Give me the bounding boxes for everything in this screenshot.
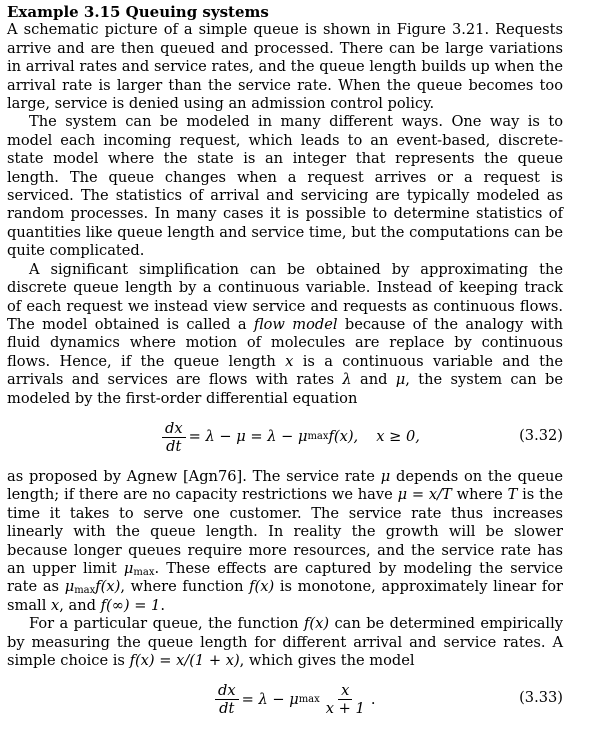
math-mu: μ bbox=[395, 371, 406, 389]
equation-body: $\frac{dx}{dt}$ = λ − μ = λ − μ max f(x), x ≥ 0, bbox=[159, 420, 420, 455]
text-run: can be determined empirically by measuring the queue length for different arrival and service rates. A simple choice is bbox=[7, 615, 563, 669]
text-run: , the system can be modeled by the first-order differential equation bbox=[7, 371, 563, 407]
page bbox=[7, 3, 563, 730]
math-mu: μ bbox=[380, 467, 391, 485]
paragraph-1: A schematic picture of a simple queue is shown in Figure 3.21. Requests arrive and are then queued and processed. There can be large variations in arrival rates and service rates, and the queue length builds up when the arrival rate is larger than the service rate. When the queue becomes too large, service is denied using an admission control policy. bbox=[7, 21, 563, 113]
frac-denominator: dt bbox=[219, 700, 235, 718]
frac-numerator: x bbox=[338, 682, 352, 700]
paragraph-5 bbox=[7, 615, 563, 670]
equation-number: (3.33) bbox=[519, 689, 563, 707]
math-choice: f(x) = x/(1 + x) bbox=[129, 652, 240, 669]
equation-number: (3.32) bbox=[519, 426, 563, 444]
equation-trail: . bbox=[370, 690, 376, 708]
math-mu: μ bbox=[123, 559, 134, 577]
math-x: x bbox=[51, 596, 60, 614]
frac-denominator: dt bbox=[166, 437, 182, 455]
paragraph-4 bbox=[7, 468, 563, 615]
frac-numerator: dx bbox=[215, 682, 239, 700]
math-fx: f(x) bbox=[249, 578, 275, 596]
equation-rhs: = λ − μ bbox=[241, 690, 299, 708]
frac-numerator: dx bbox=[162, 420, 186, 438]
derivative-fraction bbox=[215, 682, 239, 717]
math-fx: f(x) bbox=[304, 615, 330, 633]
text-run: . These effects are captured by modeling the service rate as bbox=[7, 559, 563, 596]
text-run: is a continuous variable and the arrivals and services are flows with rates bbox=[7, 352, 563, 389]
text-run: . bbox=[160, 596, 165, 614]
equation-3-33 bbox=[7, 676, 563, 720]
text-run: , where function bbox=[120, 578, 250, 596]
math-mu: μ bbox=[64, 578, 75, 596]
text-run: because of the analogy with fluid dynamics where motion of molecules are replace by continuous flows. Hence, if the queue length bbox=[7, 315, 563, 370]
equation-rhs: = λ − μ = λ − μ bbox=[188, 428, 308, 446]
equation-condition: x ≥ 0, bbox=[376, 428, 420, 446]
text-run: where bbox=[451, 486, 508, 504]
text-run: is the time it takes to serve one customer. The service rate thus increases linearly with the queue length. In reality the growth will be slower because longer queues require more resources, and the service rate has an upper limit bbox=[7, 486, 563, 577]
equation-body: $\frac{dx}{dt}$ = λ − μ max $\frac{x}{x + 1}$ . bbox=[212, 682, 375, 717]
subscript-max: max bbox=[74, 585, 96, 597]
equation-rhs-f: f(x), bbox=[328, 428, 359, 446]
math-T: T bbox=[507, 486, 518, 504]
text-run: as proposed by Agnew [Agn76]. The service rate bbox=[7, 467, 381, 485]
paragraph-3 bbox=[7, 261, 563, 408]
text-run: , which gives the model bbox=[239, 652, 415, 669]
subscript-max: max bbox=[133, 566, 155, 578]
equation-3-32 bbox=[7, 414, 563, 458]
math-lambda: λ bbox=[342, 371, 352, 389]
math-x: x bbox=[285, 352, 294, 370]
text-run: , and bbox=[59, 596, 101, 614]
text-run: depends on the queue length; if there are no capacity restrictions we have bbox=[7, 467, 563, 504]
text-run: and bbox=[351, 371, 396, 389]
paragraph-2: The system can be modeled in many different ways. One way is to model each incoming request, which leads to an event-based, discrete-state model where the state is an integer that represents the queue length. The queue changes when a request arrives or a request is serviced. The statistics of arrival and servicing are typically modeled as random processes. In many cases it is possible to determine statistics of quantities like queue length and service time, but the computations can be quite complicated. bbox=[7, 113, 563, 260]
frac-denominator: x + 1 bbox=[325, 700, 365, 718]
math-fx: f(x) bbox=[95, 578, 121, 596]
derivative-fraction bbox=[162, 420, 186, 455]
text-run: For a particular queue, the function bbox=[29, 615, 304, 633]
math-mu-eq: μ = x/T bbox=[397, 486, 452, 504]
ratio-fraction bbox=[323, 682, 368, 717]
math-f-inf: f(∞) = 1 bbox=[100, 596, 161, 614]
flow-model-term: flow model bbox=[253, 315, 338, 333]
text-run: A significant simplification can be obtained by approximating the discrete queue length by a continuous variable. Instead of keeping track of each request we instead view service and requests as continuous flows. The model obtained is called a bbox=[7, 260, 563, 333]
example-heading: Example 3.15 Queuing systems bbox=[7, 3, 269, 21]
text-run: is monotone, approximately linear for small bbox=[7, 578, 563, 614]
